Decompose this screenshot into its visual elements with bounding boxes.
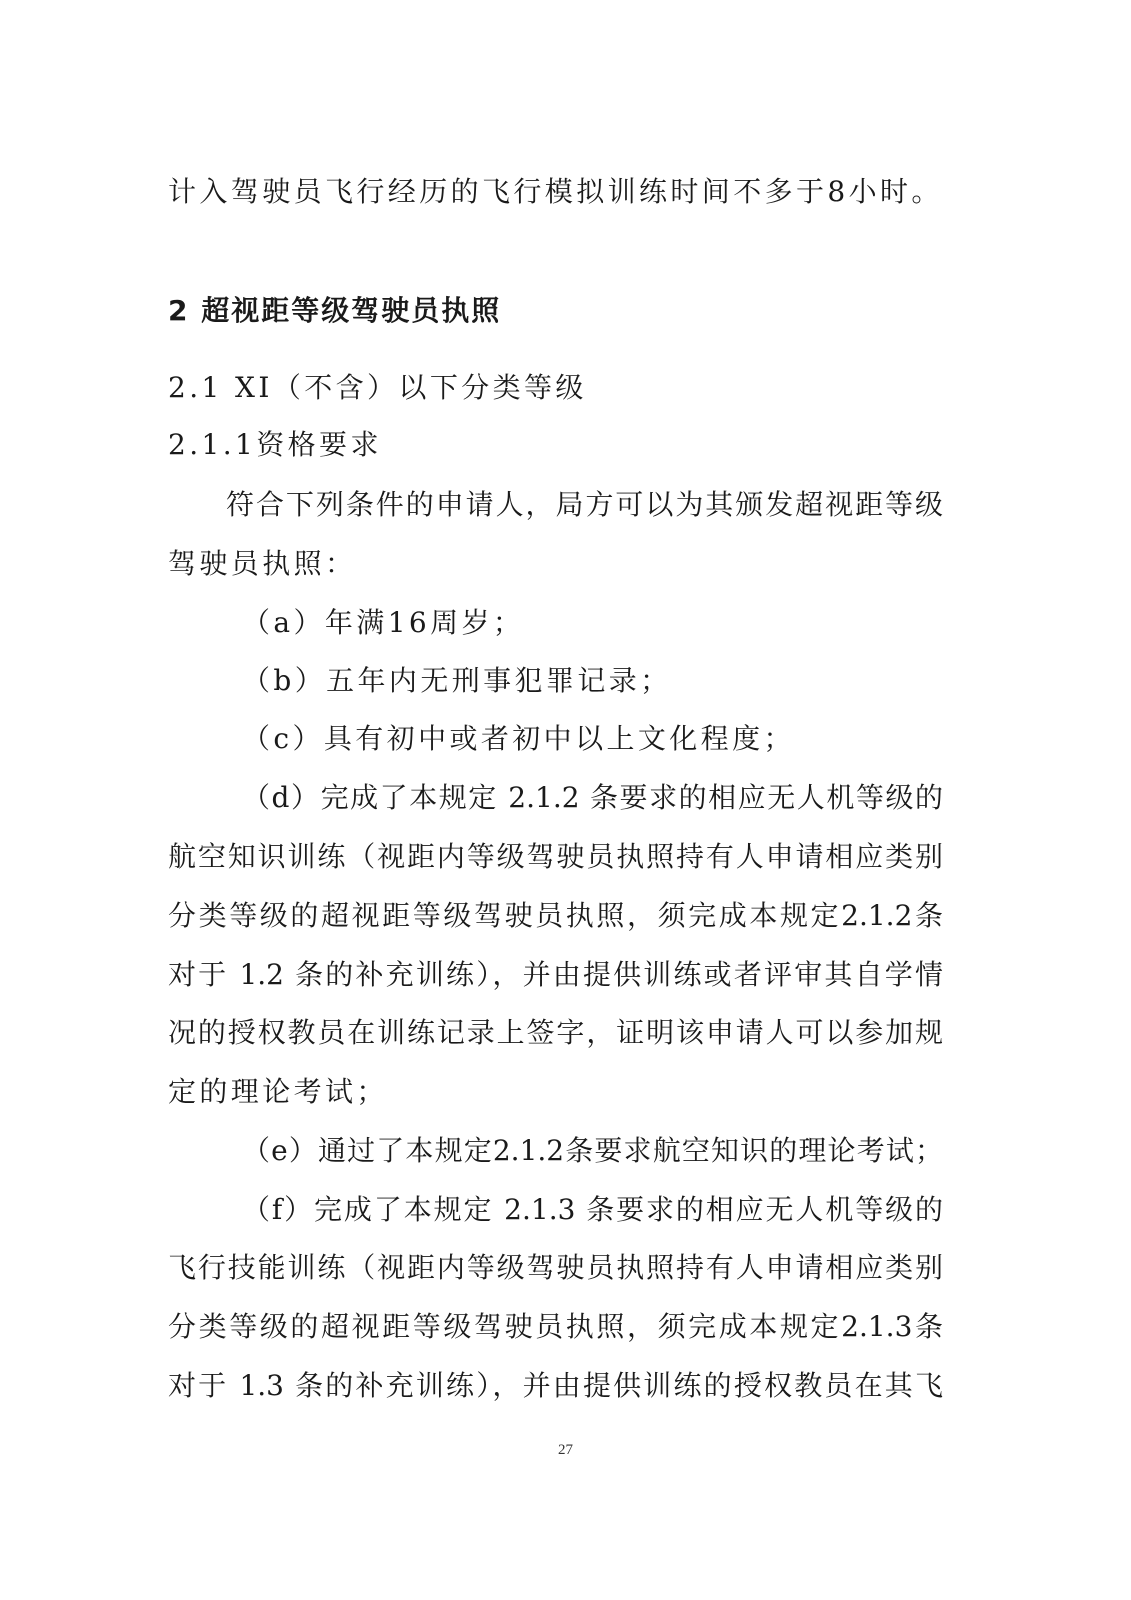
- paragraph-line: 分类等级的超视距等级驾驶员执照，须完成本规定2.1.2条: [168, 899, 943, 932]
- paragraph-line: 对于 1.3 条的补充训练），并由提供训练的授权教员在其飞: [168, 1369, 943, 1402]
- clause-c: （c）具有初中或者初中以上文化程度；: [242, 722, 795, 755]
- page-number: 27: [558, 1442, 573, 1458]
- paragraph-line: 航空知识训练（视距内等级驾驶员执照持有人申请相应类别: [168, 840, 943, 873]
- clause-a: （a）年满16周岁；: [242, 606, 525, 639]
- subsection-heading: 2.1 XI（不含）以下分类等级: [168, 371, 587, 404]
- clause-f: （f）完成了本规定 2.1.3 条要求的相应无人机等级的: [242, 1193, 943, 1226]
- section-heading: 2 超视距等级驾驶员执照: [168, 294, 502, 327]
- paragraph-line: 飞行技能训练（视距内等级驾驶员执照持有人申请相应类别: [168, 1251, 943, 1284]
- subsubsection-heading: 2.1.1资格要求: [168, 428, 382, 461]
- clause-b: （b）五年内无刑事犯罪记录；: [242, 664, 672, 697]
- paragraph-line: 对于 1.2 条的补充训练），并由提供训练或者评审其自学情: [168, 958, 943, 991]
- paragraph-line: 驾驶员执照：: [168, 547, 357, 580]
- clause-d: （d）完成了本规定 2.1.2 条要求的相应无人机等级的: [242, 781, 943, 814]
- paragraph-line: 分类等级的超视距等级驾驶员执照，须完成本规定2.1.3条: [168, 1310, 943, 1343]
- paragraph-line: 定的理论考试；: [168, 1075, 388, 1108]
- clause-e: （e）通过了本规定2.1.2条要求航空知识的理论考试；: [242, 1134, 943, 1167]
- paragraph-line: 况的授权教员在训练记录上签字，证明该申请人可以参加规: [168, 1016, 943, 1049]
- paragraph-line: 计入驾驶员飞行经历的飞行模拟训练时间不多于8小时。: [168, 175, 943, 208]
- paragraph-line: 符合下列条件的申请人，局方可以为其颁发超视距等级: [226, 488, 943, 521]
